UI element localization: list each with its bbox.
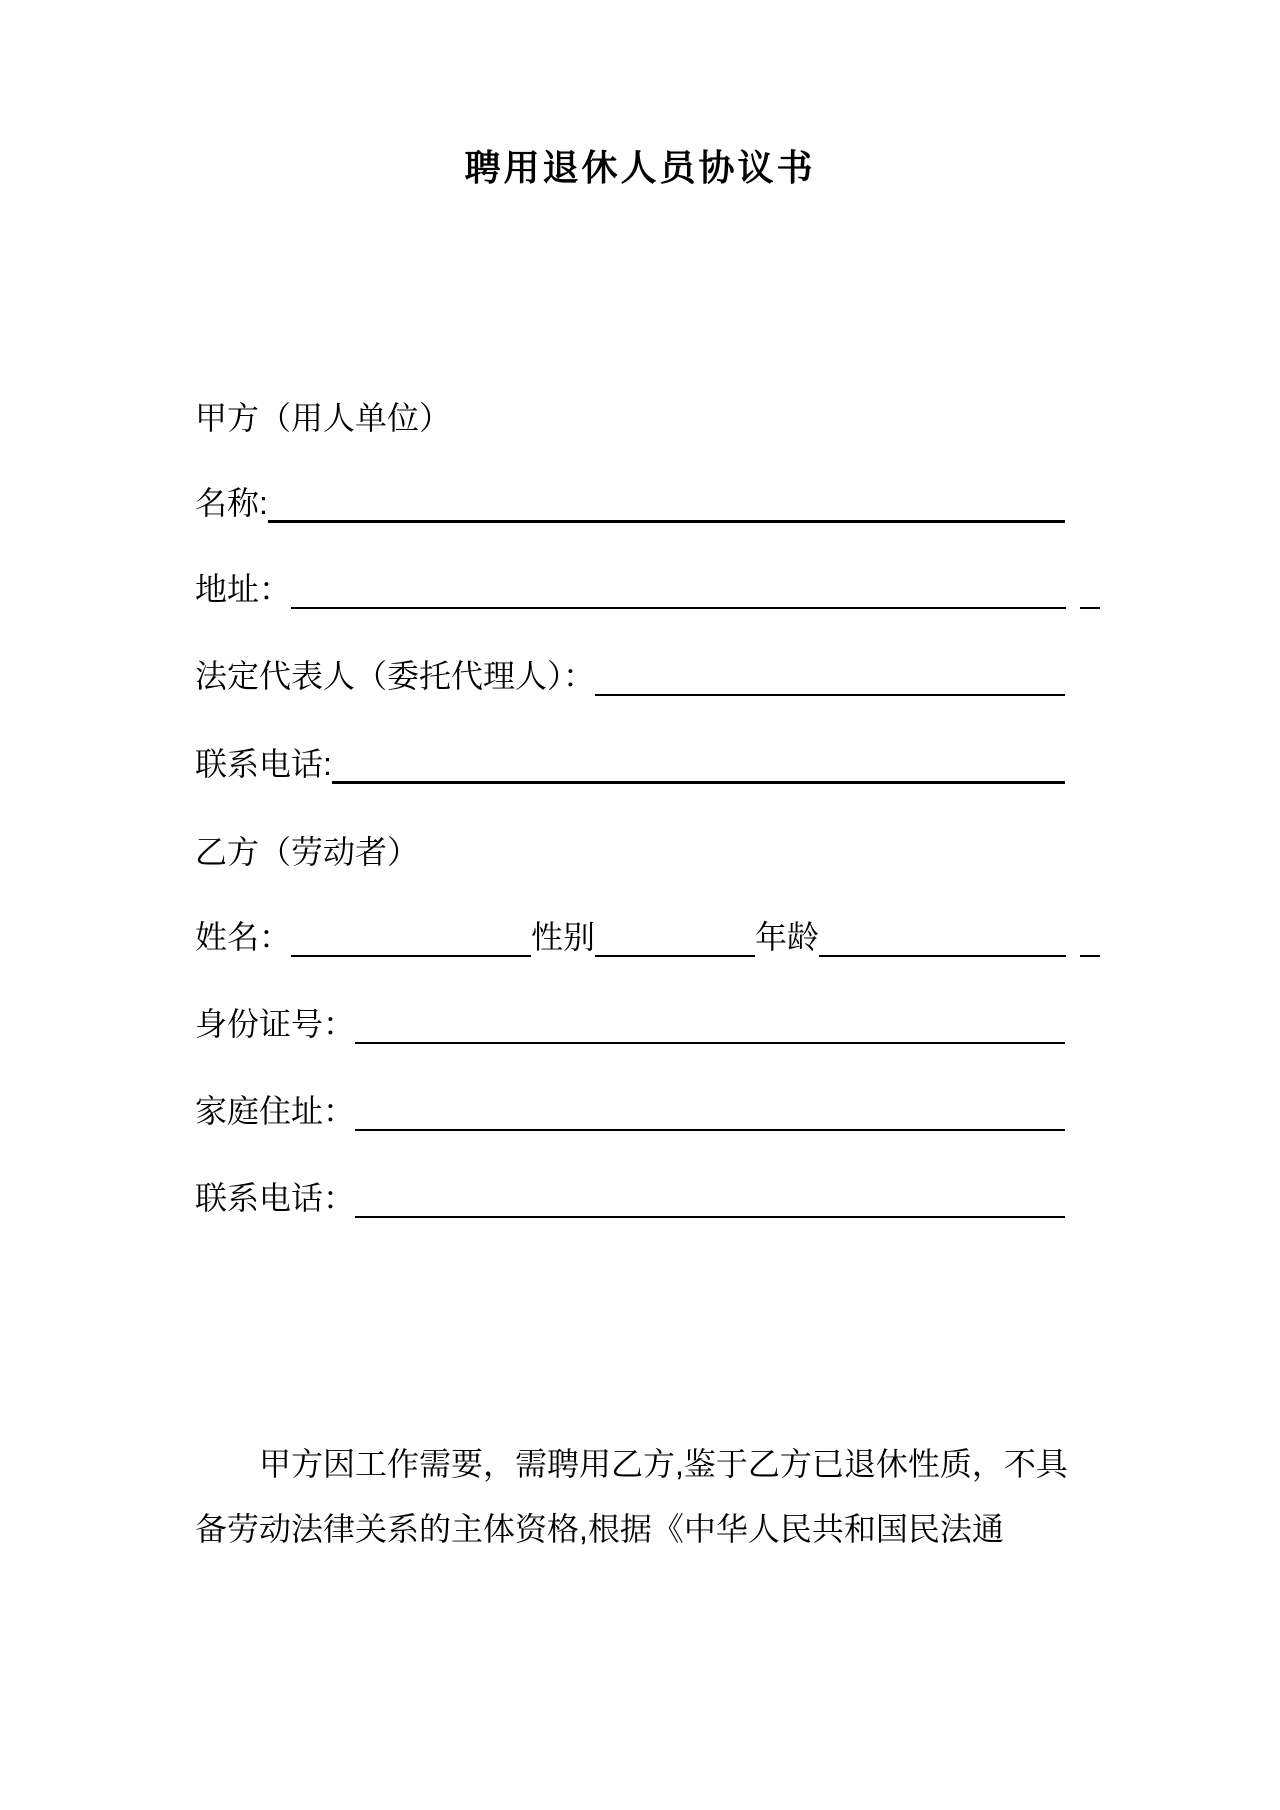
party-a-name-label: 名称: bbox=[195, 485, 268, 521]
party-a-legal-rep-blank[interactable] bbox=[595, 654, 1065, 696]
party-b-home-address-label: 家庭住址： bbox=[195, 1093, 356, 1129]
party-a-address-blank[interactable] bbox=[291, 567, 1066, 609]
document-title: 聘用退休人员协议书 bbox=[464, 147, 816, 188]
party-b-name-blank[interactable] bbox=[291, 915, 531, 957]
field-row-party-a-legal-rep bbox=[195, 654, 1065, 696]
field-row-party-b-home-address bbox=[195, 1089, 1065, 1131]
party-a-phone-blank[interactable] bbox=[332, 741, 1065, 784]
party-b-phone-blank[interactable] bbox=[355, 1176, 1065, 1218]
body-paragraph bbox=[195, 1432, 1087, 1562]
field-row-party-b-name-gender-age bbox=[195, 915, 1100, 957]
party-b-age-blank[interactable] bbox=[819, 915, 1066, 957]
party-a-name-blank[interactable] bbox=[268, 480, 1065, 523]
party-b-heading-text: 乙方（劳动者） bbox=[195, 834, 420, 870]
party-b-id-number-label: 身份证号： bbox=[195, 1006, 356, 1042]
field-row-party-a-name bbox=[195, 480, 1065, 523]
field-row-party-a-phone bbox=[195, 741, 1065, 784]
party-b-gender-blank[interactable] bbox=[595, 915, 755, 957]
field-row-party-b-phone bbox=[195, 1176, 1065, 1218]
party-b-name-label: 姓名： bbox=[195, 919, 292, 955]
party-a-heading-text: 甲方（用人单位） bbox=[195, 400, 452, 436]
party-b-row-overflow-dash bbox=[1080, 915, 1100, 957]
party-b-age-label: 年龄 bbox=[755, 919, 820, 955]
party-b-phone-label: 联系电话： bbox=[195, 1180, 356, 1216]
party-b-heading bbox=[195, 832, 419, 872]
party-b-home-address-blank[interactable] bbox=[355, 1089, 1065, 1131]
body-paragraph-line-2: 备劳动法律关系的主体资格,根据《中华人民共和国民法通 bbox=[195, 1511, 1004, 1547]
party-a-address-label: 地址： bbox=[195, 571, 292, 607]
field-row-party-b-id-number bbox=[195, 1002, 1065, 1044]
party-a-legal-rep-label: 法定代表人（委托代理人）： bbox=[195, 658, 596, 694]
party-a-heading bbox=[195, 398, 451, 438]
party-a-phone-label: 联系电话: bbox=[195, 746, 332, 782]
party-b-gender-label: 性别 bbox=[531, 919, 596, 955]
body-paragraph-line-1: 甲方因工作需要，需聘用乙方,鉴于乙方已退休性质，不具 bbox=[259, 1446, 1068, 1482]
party-b-id-number-blank[interactable] bbox=[355, 1002, 1065, 1044]
party-a-address-overflow-dash bbox=[1080, 567, 1100, 609]
field-row-party-a-address bbox=[195, 567, 1100, 609]
